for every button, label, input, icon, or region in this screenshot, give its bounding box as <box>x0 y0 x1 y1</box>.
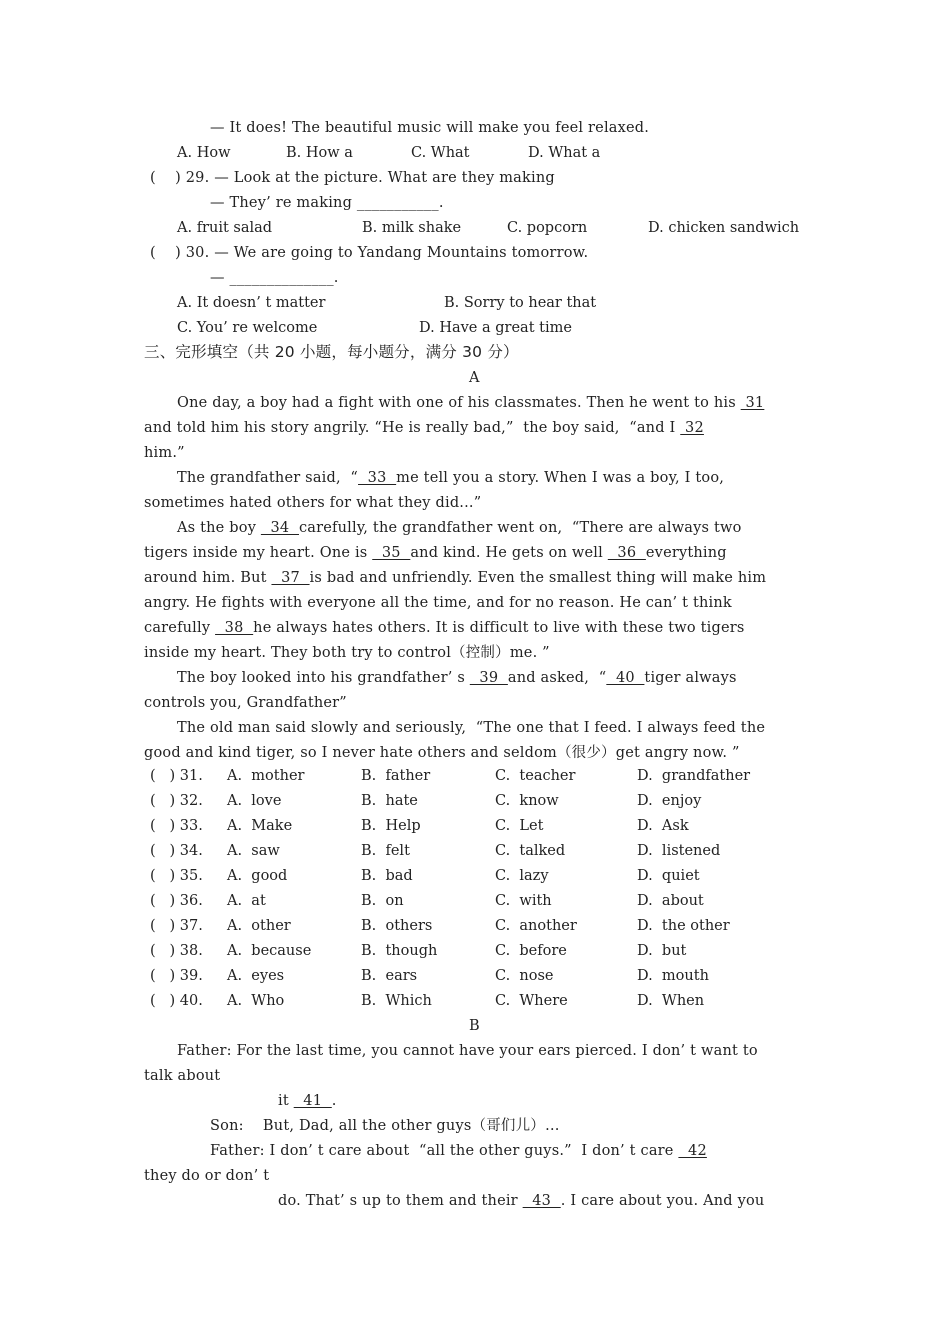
passage-a-line: good and kind tiger, so I never hate others and seldom（很少）get angry now. ” <box>144 745 740 761</box>
text: carefully <box>144 620 216 636</box>
option-b: B. Help <box>361 818 421 834</box>
blank-41: 41 <box>293 1093 332 1109</box>
text: Father: I don’ t care about “all the other guys.” I don’ t care <box>210 1143 679 1159</box>
option-d: D. mouth <box>637 968 709 984</box>
passage-a-line <box>144 618 745 638</box>
text: As the boy <box>177 520 261 536</box>
passage-a-line <box>144 418 704 438</box>
q30-option-b: B. Sorry to hear that <box>444 295 597 311</box>
option-b: B. ears <box>361 968 418 984</box>
option-d: D. Ask <box>637 818 689 834</box>
q30-options-row2 <box>0 318 950 338</box>
blank-33: 33 <box>358 470 397 486</box>
q30-option-c: C. You’ re welcome <box>177 320 318 336</box>
text: . I care about you. And you <box>560 1193 765 1209</box>
option-b: B. Which <box>361 993 432 1009</box>
option-a: A. Who <box>227 993 285 1009</box>
text: and kind. He gets on well <box>410 545 608 561</box>
text: The grandfather said, “ <box>177 470 359 486</box>
option-a: A. because <box>227 943 312 959</box>
option-c: C. another <box>495 918 577 934</box>
q30-option-d: D. Have a great time <box>419 320 572 336</box>
option-b: B. though <box>361 943 438 959</box>
option-c: C. before <box>495 943 567 959</box>
passage-a-line <box>144 568 766 588</box>
q30-option-a: A. It doesn’ t matter <box>177 295 326 311</box>
blank-35: 35 <box>372 545 411 561</box>
option-c: C. talked <box>495 843 566 859</box>
text: do. That’ s up to them and their <box>278 1193 523 1209</box>
option-c: C. teacher <box>495 768 576 784</box>
option-row <box>0 991 950 1011</box>
text: tigers inside my heart. One is <box>144 545 373 561</box>
passage-b-line: they do or don’ t <box>144 1168 270 1184</box>
text: tiger always <box>644 670 737 686</box>
passage-a-line: inside my heart. They both try to control（控制）me. ” <box>144 645 550 661</box>
option-d: D. listened <box>637 843 721 859</box>
option-row <box>0 891 950 911</box>
option-b: B. others <box>361 918 433 934</box>
blank-42: 42 <box>678 1143 707 1159</box>
q28-option-a: A. How <box>177 145 231 161</box>
blank-39: 39 <box>469 670 508 686</box>
passage-a-line <box>144 543 727 563</box>
passage-a-line: sometimes hated others for what they did...” <box>144 495 482 511</box>
option-b: B. father <box>361 768 431 784</box>
passage-a-line: The old man said slowly and seriously, “The one that I feed. I always feed the <box>177 720 766 736</box>
q28-option-d: D. What a <box>528 145 601 161</box>
text: and told him his story angrily. “He is really bad,” the boy said, “and I <box>144 420 681 436</box>
section-heading: 三、完形填空（共 20 小题，每小题分，满分 30 分） <box>144 343 519 361</box>
option-a: A. love <box>227 793 282 809</box>
text: . <box>331 1093 337 1109</box>
question-number: ( ) 37. <box>150 918 203 934</box>
blank-34: 34 <box>260 520 299 536</box>
question-number: ( ) 34. <box>150 843 203 859</box>
q29-option-b: B. milk shake <box>362 220 462 236</box>
q29-option-a: A. fruit salad <box>177 220 273 236</box>
text: it <box>278 1093 294 1109</box>
option-a: A. saw <box>227 843 280 859</box>
option-c: C. Where <box>495 993 568 1009</box>
option-b: B. bad <box>361 868 413 884</box>
text: me tell you a story. When I was a boy, I too, <box>396 470 725 486</box>
question-number: ( ) 31. <box>150 768 203 784</box>
option-row <box>0 791 950 811</box>
text: he always hates others. It is difficult to live with these two tigers <box>253 620 745 636</box>
option-c: C. know <box>495 793 559 809</box>
passage-b-line: Son: But, Dad, all the other guys（哥们儿）… <box>210 1118 560 1134</box>
passage-a-line: controls you, Grandfather” <box>144 695 347 711</box>
q29-option-c: C. popcorn <box>507 220 588 236</box>
passage-b-line <box>210 1141 707 1161</box>
option-d: D. When <box>637 993 705 1009</box>
passage-a-line <box>177 518 742 538</box>
text: is bad and unfriendly. Even the smallest thing will make him <box>309 570 767 586</box>
option-d: D. quiet <box>637 868 700 884</box>
option-c: C. with <box>495 893 552 909</box>
question-number: ( ) 39. <box>150 968 203 984</box>
option-a: A. good <box>227 868 288 884</box>
q30-stem: ( ) 30. — We are going to Yandang Mountains tomorrow. <box>150 245 589 261</box>
option-row <box>0 866 950 886</box>
question-number: ( ) 40. <box>150 993 203 1009</box>
option-b: B. on <box>361 893 404 909</box>
q28-option-c: C. What <box>411 145 470 161</box>
blank-38: 38 <box>215 620 254 636</box>
option-d: D. grandfather <box>637 768 751 784</box>
passage-b-line <box>278 1091 337 1111</box>
passage-b-line: Father: For the last time, you cannot have your ears pierced. I don’ t want to <box>177 1043 758 1059</box>
passage-a-line: angry. He fights with everyone all the time, and for no reason. He can’ t think <box>144 595 732 611</box>
option-d: D. enjoy <box>637 793 702 809</box>
text: The boy looked into his grandfather’ s <box>177 670 470 686</box>
q29-answer: — They’ re making ___________. <box>210 195 444 211</box>
blank-43: 43 <box>522 1193 561 1209</box>
option-d: D. but <box>637 943 687 959</box>
part-a-label: A <box>469 370 480 386</box>
question-number: ( ) 38. <box>150 943 203 959</box>
option-row <box>0 766 950 786</box>
blank-36: 36 <box>607 545 646 561</box>
option-row <box>0 816 950 836</box>
option-c: C. nose <box>495 968 554 984</box>
option-d: D. about <box>637 893 704 909</box>
option-row <box>0 966 950 986</box>
passage-a-line: him.” <box>144 445 185 461</box>
blank-31: 31 <box>740 395 765 411</box>
text: One day, a boy had a fight with one of his classmates. Then he went to his <box>177 395 741 411</box>
q28-options <box>0 143 950 163</box>
option-a: A. mother <box>227 768 305 784</box>
option-b: B. hate <box>361 793 418 809</box>
q29-stem: ( ) 29. — Look at the picture. What are they making <box>150 170 555 186</box>
option-row <box>0 916 950 936</box>
q30-options-row1 <box>0 293 950 313</box>
option-a: A. eyes <box>227 968 285 984</box>
option-d: D. the other <box>637 918 730 934</box>
q28-option-b: B. How a <box>286 145 353 161</box>
question-number: ( ) 33. <box>150 818 203 834</box>
text: around him. But <box>144 570 272 586</box>
question-number: ( ) 35. <box>150 868 203 884</box>
option-c: C. lazy <box>495 868 549 884</box>
option-c: C. Let <box>495 818 544 834</box>
part-b-label: B <box>469 1018 480 1034</box>
option-row <box>0 841 950 861</box>
option-a: A. at <box>227 893 266 909</box>
text: and asked, “ <box>507 670 607 686</box>
option-a: A. other <box>227 918 291 934</box>
q29-options <box>0 218 950 238</box>
text: everything <box>645 545 727 561</box>
passage-a-line <box>177 393 764 413</box>
passage-b-line <box>278 1191 764 1211</box>
passage-b-line: talk about <box>144 1068 221 1084</box>
passage-a-line <box>177 668 737 688</box>
passage-a-line <box>177 468 724 488</box>
option-b: B. felt <box>361 843 410 859</box>
option-row <box>0 941 950 961</box>
question-number: ( ) 32. <box>150 793 203 809</box>
option-a: A. Make <box>227 818 293 834</box>
blank-40: 40 <box>606 670 645 686</box>
q28-answer: — It does! The beautiful music will make you feel relaxed. <box>210 120 650 136</box>
blank-32: 32 <box>680 420 704 436</box>
blank-37: 37 <box>271 570 310 586</box>
text: carefully, the grandfather went on, “There are always two <box>298 520 742 536</box>
question-number: ( ) 36. <box>150 893 203 909</box>
q29-option-d: D. chicken sandwich <box>648 220 800 236</box>
q30-answer: — ______________. <box>210 270 339 286</box>
